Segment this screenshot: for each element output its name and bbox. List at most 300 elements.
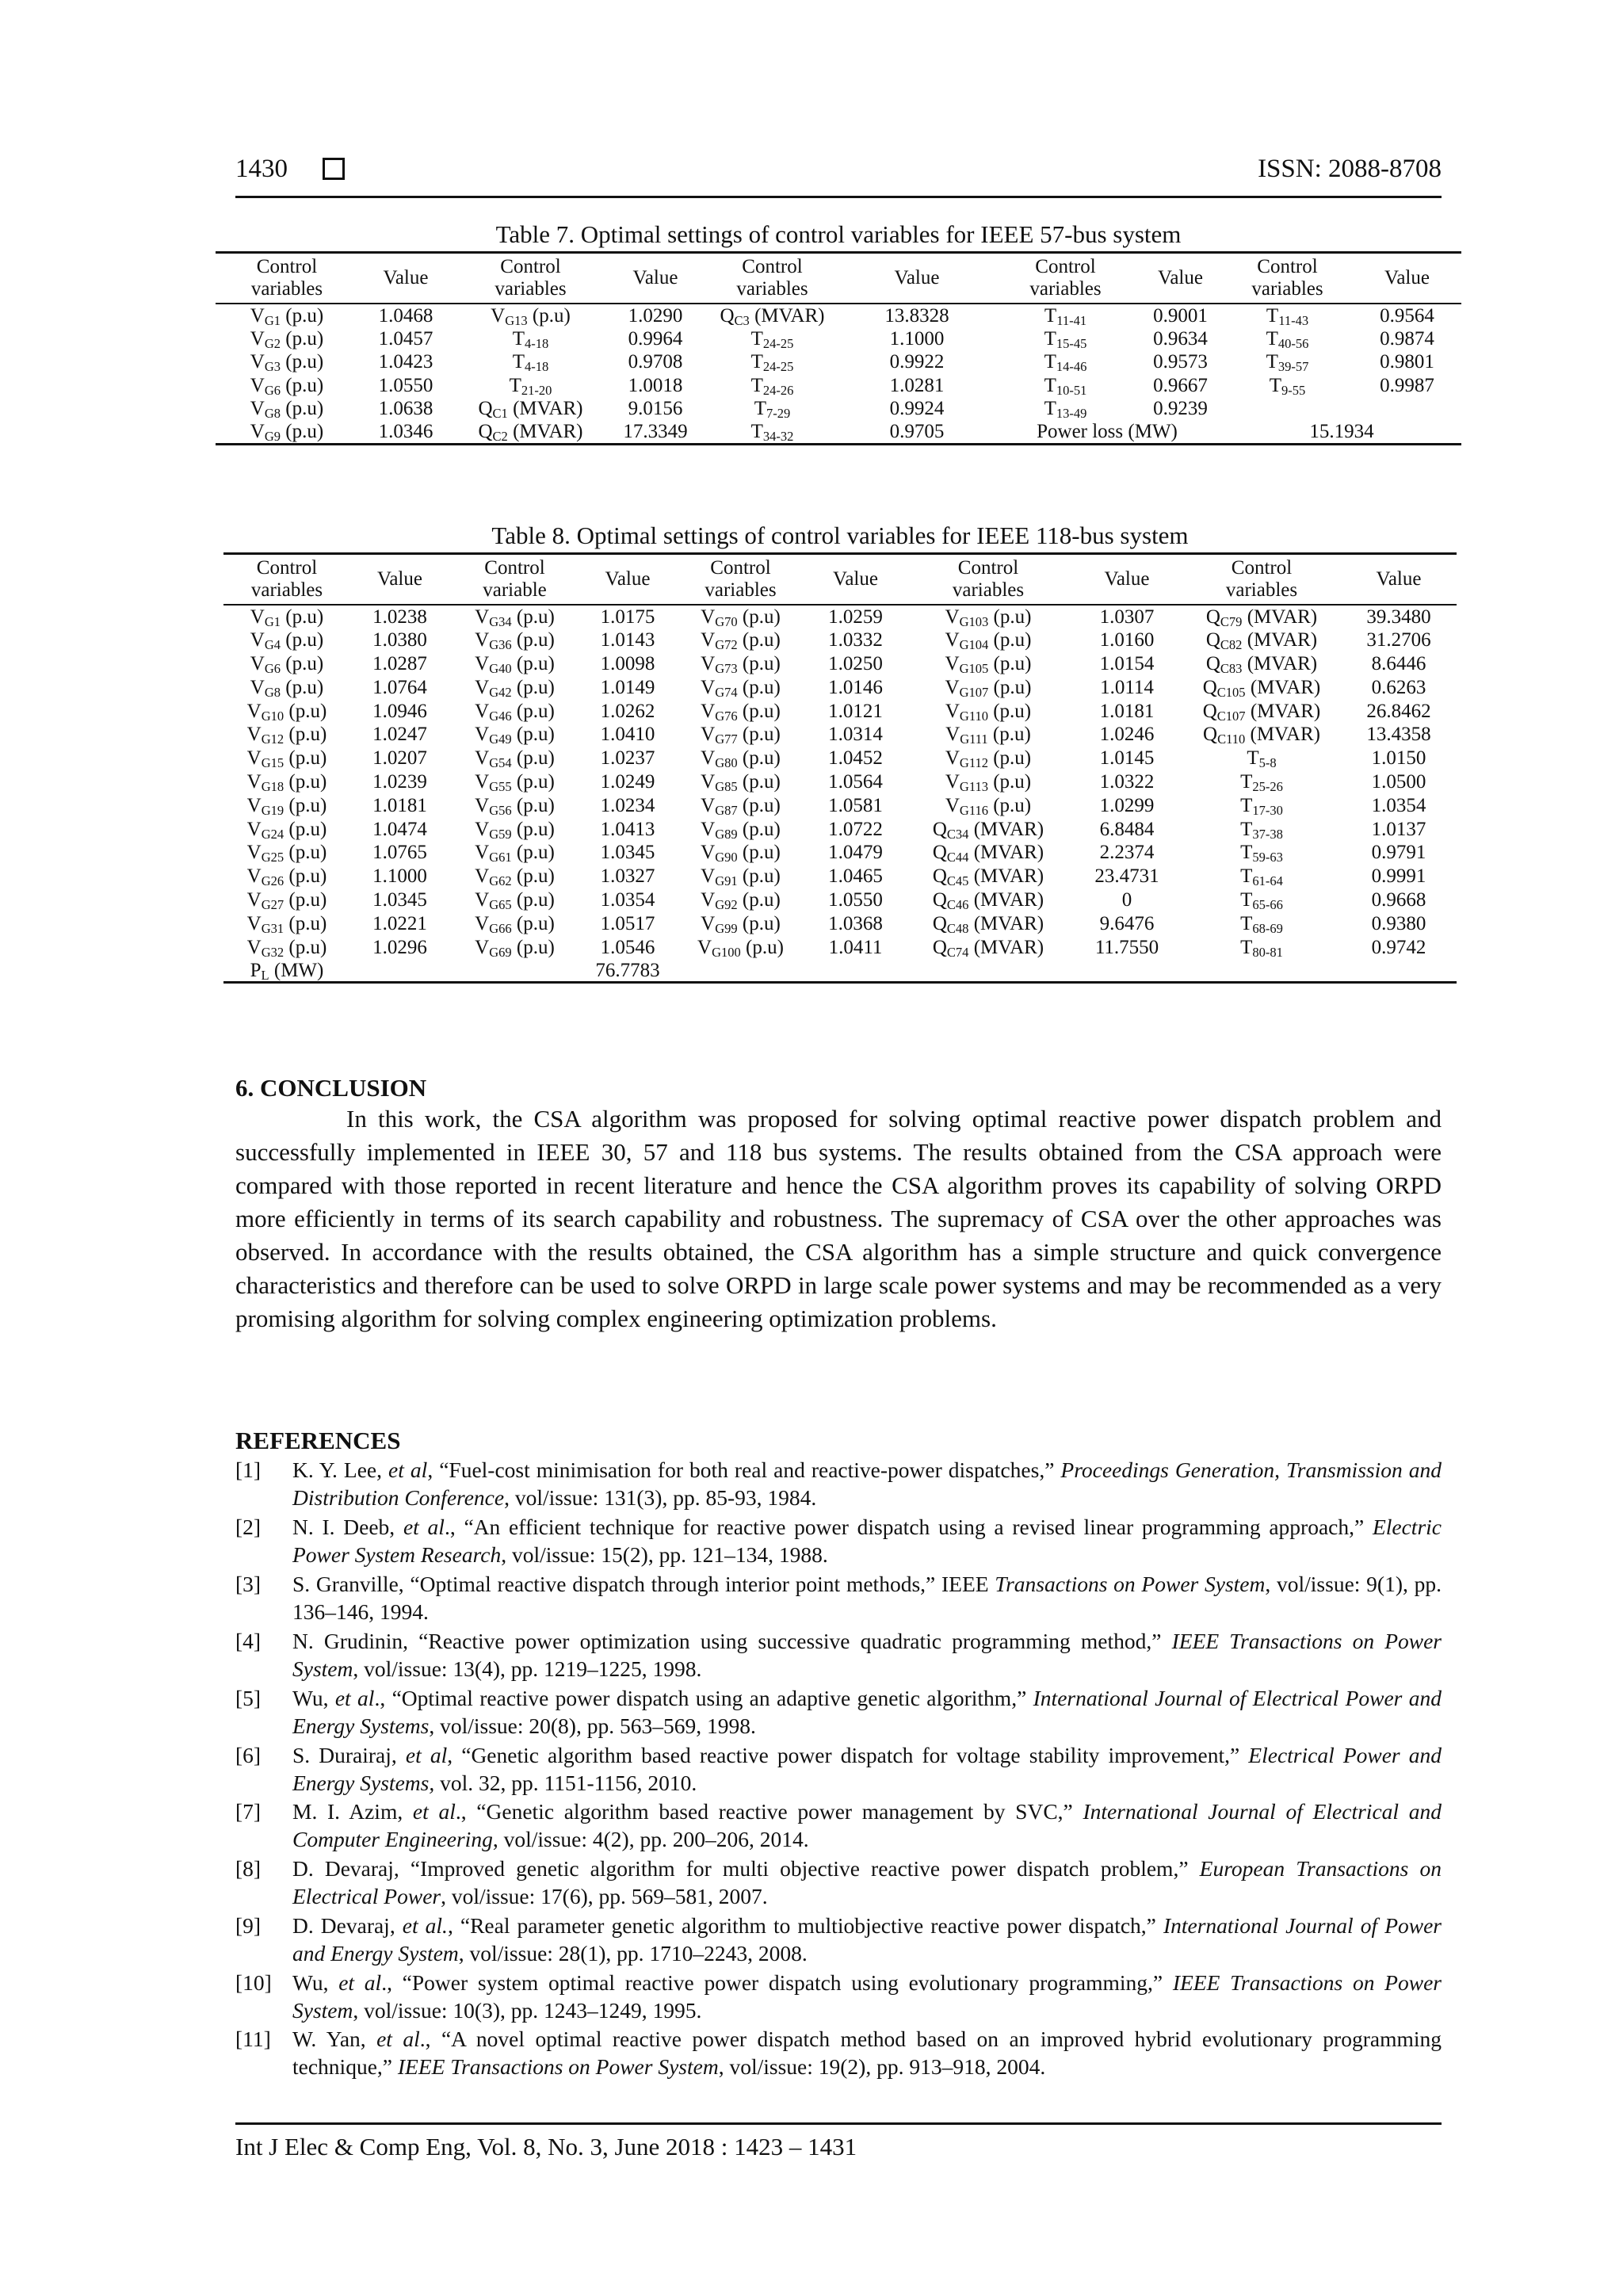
table-header-cell: Value bbox=[806, 554, 905, 606]
table-row bbox=[216, 421, 1461, 445]
table-row bbox=[223, 817, 1457, 841]
reference-number: [11] bbox=[235, 2027, 271, 2051]
table-cell bbox=[449, 959, 580, 983]
table-cell: $V_{G100}$ (p.u) bbox=[697, 936, 784, 960]
table-cell: $Q_{C110}$ (MVAR) bbox=[1203, 724, 1320, 747]
table-cell: $T_{61-64}$ bbox=[1240, 865, 1283, 889]
table-cell: 1.0262 bbox=[600, 700, 655, 722]
reference-item bbox=[235, 1797, 1442, 1853]
table-cell: $V_{G4}$ (p.u) bbox=[250, 629, 324, 653]
table-cell: 17.3349 bbox=[608, 421, 703, 445]
table-cell: 1.0452 bbox=[828, 747, 883, 770]
table-cell: 0.9991 bbox=[1371, 865, 1426, 888]
table-cell: 1.0114 bbox=[1100, 676, 1154, 698]
table-cell: 1.0380 bbox=[372, 629, 427, 651]
reference-item bbox=[235, 1513, 1442, 1568]
table-cell: 1.0345 bbox=[372, 888, 427, 911]
reference-text: D. Devaraj, “Improved genetic algorithm for multi objective reactive power dispatch problem,” European Transactions on Electrical Power, vol/issue: 17(6), pp. 569–581, 2007. bbox=[292, 1856, 1442, 1908]
table8-caption: Table 8. Optimal settings of control variables for IEEE 118-bus system bbox=[491, 521, 1189, 549]
table-cell: $V_{G62}$ (p.u) bbox=[475, 865, 555, 889]
table-cell: 1.0307 bbox=[1099, 606, 1155, 628]
table-cell: 1.1000 bbox=[889, 327, 945, 350]
table-cell: $V_{G92}$ (p.u) bbox=[701, 888, 781, 913]
table-cell: 8.6446 bbox=[1371, 652, 1426, 674]
reference-item bbox=[235, 2025, 1442, 2080]
table-row bbox=[223, 723, 1457, 747]
table-cell: $T_{11-43}$ bbox=[1266, 304, 1309, 328]
table-cell: $V_{G46}$ (p.u) bbox=[475, 700, 555, 724]
table-cell: $V_{G15}$ (p.u) bbox=[246, 747, 327, 771]
table-cell: $Q_{C1}$ (MVAR) bbox=[478, 398, 583, 422]
reference-number: [2] bbox=[235, 1515, 262, 1539]
table-cell: 1.0207 bbox=[372, 747, 427, 770]
table-cell: $V_{G3}$ (p.u) bbox=[250, 351, 324, 375]
table-cell: $T_{9-55}$ bbox=[1269, 374, 1306, 398]
table-cell: 0.6263 bbox=[1371, 676, 1426, 698]
table-cell: $V_{G70}$ (p.u) bbox=[701, 606, 781, 630]
table-cell: $V_{G111}$ (p.u) bbox=[945, 724, 1031, 747]
table-cell: 1.0413 bbox=[600, 818, 655, 840]
table-cell: $T_{11-41}$ bbox=[1044, 304, 1087, 328]
table-cell: 1.0946 bbox=[372, 700, 427, 722]
reference-item bbox=[235, 1855, 1442, 1910]
table-cell: $T_{24-25}$ bbox=[750, 351, 794, 375]
table-cell: 1.0018 bbox=[628, 374, 683, 396]
table-header-cell: Control variables bbox=[703, 253, 842, 304]
table-row bbox=[223, 865, 1457, 888]
table-cell: 0.9742 bbox=[1371, 936, 1426, 958]
table-cell: 13.4358 bbox=[1366, 724, 1431, 746]
table-cell: 1.0465 bbox=[828, 865, 883, 888]
table-cell: $V_{G87}$ (p.u) bbox=[701, 794, 781, 818]
table-cell: 31.2706 bbox=[1366, 629, 1431, 651]
table-cell: 1.0500 bbox=[1371, 770, 1426, 793]
table-cell: $V_{G80}$ (p.u) bbox=[701, 747, 781, 771]
table-row bbox=[216, 350, 1461, 374]
table-cell: $V_{G90}$ (p.u) bbox=[701, 842, 781, 865]
table-cell: $V_{G49}$ (p.u) bbox=[475, 724, 555, 747]
table-cell: 0.9924 bbox=[889, 398, 945, 420]
table-cell: $V_{G36}$ (p.u) bbox=[475, 629, 555, 653]
table-cell: 0.9874 bbox=[1380, 327, 1434, 350]
table-cell: 1.0368 bbox=[828, 912, 883, 934]
table-cell: $V_{G91}$ (p.u) bbox=[701, 865, 781, 889]
table-cell: 0 bbox=[1121, 888, 1132, 911]
table-cell: 0.9922 bbox=[889, 351, 945, 373]
reference-number: [6] bbox=[235, 1743, 262, 1767]
reference-text: N. I. Deeb, et al., “An efficient technique for reactive power dispatch using a revised linear programming approach,” Electric Power System Research, vol/issue: 15(2), pp. 121–134, 1988. bbox=[292, 1515, 1442, 1567]
table8 bbox=[223, 552, 1457, 984]
table-row bbox=[223, 699, 1457, 723]
table-cell: 1.0322 bbox=[1099, 770, 1155, 793]
table-cell: $V_{G42}$ (p.u) bbox=[475, 676, 555, 700]
table-row bbox=[223, 675, 1457, 699]
reference-number: [10] bbox=[235, 1970, 272, 1995]
reference-text: D. Devaraj, et al., “Real parameter genetic algorithm to multiobjective reactive power dispatch,” International Journal of Power and Energy System, vol/issue: 28(1), pp. 1710–2243, 2008. bbox=[292, 1913, 1442, 1966]
reference-text: S. Granville, “Optimal reactive dispatch through interior point methods,” IEEE Transactions on Power System, vol/issue: 9(1), pp. 136–146, 1994. bbox=[292, 1572, 1442, 1624]
table-cell: $T_{14-46}$ bbox=[1044, 351, 1087, 375]
table-cell: 1.0247 bbox=[372, 724, 427, 746]
table-cell: $Q_{C45}$ (MVAR) bbox=[932, 865, 1044, 889]
reference-text: S. Durairaj, et al, “Genetic algorithm based reactive power dispatch for voltage stability improvement,” Electrical Power and Energy Systems, vol. 32, pp. 1151-1156, 2010. bbox=[292, 1743, 1442, 1795]
table-cell: 26.8462 bbox=[1366, 700, 1431, 722]
table-cell: $T_{21-20}$ bbox=[509, 374, 552, 398]
table-row bbox=[223, 747, 1457, 770]
table-cell: Power loss (MW) bbox=[992, 421, 1222, 445]
table-cell: $V_{G6}$ (p.u) bbox=[250, 374, 324, 398]
table-cell: $V_{G76}$ (p.u) bbox=[701, 700, 781, 724]
table-cell: $V_{G25}$ (p.u) bbox=[246, 842, 327, 865]
table-cell: $T_{59-63}$ bbox=[1240, 842, 1283, 865]
table-cell: $Q_{C46}$ (MVAR) bbox=[932, 888, 1044, 913]
table-cell: $V_{G56}$ (p.u) bbox=[475, 794, 555, 818]
table-cell: 1.0722 bbox=[828, 818, 883, 840]
table-cell: $V_{G1}$ (p.u) bbox=[250, 304, 324, 328]
table-cell: $T_{4-18}$ bbox=[512, 327, 549, 351]
table-cell: $Q_{C74}$ (MVAR) bbox=[932, 936, 1044, 960]
table-cell: 0.9634 bbox=[1153, 327, 1208, 350]
reference-text: M. I. Azim, et al., “Genetic algorithm based reactive power management by SVC,” International Journal of Electrical and Computer Engineering, vol/issue: 4(2), pp. 200–206, 2014. bbox=[292, 1799, 1442, 1851]
table-cell bbox=[1071, 959, 1182, 983]
table-header-cell: Value bbox=[580, 554, 675, 606]
table-header-cell: Value bbox=[842, 253, 992, 304]
table-cell: $T_{4-18}$ bbox=[512, 351, 549, 375]
footer-citation: Int J Elec & Comp Eng, Vol. 8, No. 3, June 2018 : 1423 – 1431 bbox=[235, 2133, 857, 2160]
table-cell: 1.0564 bbox=[828, 770, 883, 793]
table-header-cell: Value bbox=[1353, 253, 1461, 304]
issn: ISSN: 2088-8708 bbox=[1258, 155, 1442, 183]
table-cell: 1.0143 bbox=[600, 629, 655, 651]
table-cell: $V_{G34}$ (p.u) bbox=[475, 606, 555, 630]
table-cell: $T_{5-8}$ bbox=[1247, 747, 1277, 771]
table-cell: $V_{G104}$ (p.u) bbox=[945, 629, 1032, 653]
table-cell: 1.0550 bbox=[378, 374, 433, 396]
table-cell: 1.0121 bbox=[828, 700, 883, 722]
table-row bbox=[223, 652, 1457, 676]
table-row bbox=[223, 911, 1457, 935]
table-header-cell: Control variables bbox=[1222, 253, 1353, 304]
square-icon bbox=[323, 158, 345, 180]
table-cell bbox=[806, 959, 905, 983]
reference-item bbox=[235, 1627, 1442, 1683]
references-heading: REFERENCES bbox=[235, 1427, 401, 1454]
table-cell: 1.0299 bbox=[1099, 794, 1155, 816]
table-header-cell: Control variable bbox=[449, 554, 580, 606]
table-cell: 23.4731 bbox=[1094, 865, 1159, 888]
table-row bbox=[223, 888, 1457, 912]
table-cell: $V_{G113}$ (p.u) bbox=[945, 770, 1032, 795]
table-cell: $V_{G6}$ (p.u) bbox=[250, 652, 324, 677]
table-cell: 1.0234 bbox=[600, 794, 655, 816]
table-cell: $T_{10-51}$ bbox=[1044, 374, 1087, 398]
table-cell: $V_{G24}$ (p.u) bbox=[246, 818, 327, 842]
table-cell: $V_{G89}$ (p.u) bbox=[701, 818, 781, 842]
table-cell bbox=[1341, 959, 1457, 983]
table-cell: 0.9380 bbox=[1371, 912, 1426, 934]
reference-number: [3] bbox=[235, 1572, 262, 1596]
table-cell: 76.7783 bbox=[580, 959, 675, 983]
table-cell: 0.9705 bbox=[842, 421, 992, 445]
table-cell: $T_{7-29}$ bbox=[754, 398, 791, 422]
table-cell: $T_{24-26}$ bbox=[750, 374, 794, 398]
table-cell: 1.0149 bbox=[600, 676, 655, 698]
table-cell: 1.0239 bbox=[372, 770, 427, 793]
table-row bbox=[223, 770, 1457, 794]
table-cell: 11.7550 bbox=[1094, 936, 1159, 958]
page-number: 1430 bbox=[235, 155, 288, 183]
table-header-cell: Control variables bbox=[1182, 554, 1341, 606]
table-cell: 1.0332 bbox=[828, 629, 883, 651]
table-cell: $V_{G73}$ (p.u) bbox=[701, 652, 781, 677]
table-row bbox=[216, 327, 1461, 351]
table-cell: $V_{G61}$ (p.u) bbox=[475, 842, 555, 865]
table-cell: 1.0468 bbox=[378, 304, 433, 327]
reference-text: W. Yan, et al., “A novel optimal reactive power dispatch method based on an improved hybrid evolutionary programming technique,” IEEE Transactions on Power System, vol/issue: 19(2), pp. 913–918, 2004. bbox=[292, 2027, 1442, 2079]
table-cell: 1.0246 bbox=[1099, 724, 1155, 746]
table-cell: $V_{G110}$ (p.u) bbox=[945, 700, 1032, 724]
table-cell: $Q_{C107}$ (MVAR) bbox=[1202, 700, 1321, 724]
table-cell: 1.0146 bbox=[828, 676, 883, 698]
table-cell: $P_L$ (MW) bbox=[223, 959, 350, 983]
table-cell: 1.0181 bbox=[372, 794, 427, 816]
table-cell: 1.0410 bbox=[600, 724, 655, 746]
table-cell bbox=[675, 959, 806, 983]
table-cell: 9.6476 bbox=[1099, 912, 1155, 934]
table-cell: $V_{G2}$ (p.u) bbox=[250, 327, 324, 351]
table-cell: $V_{G112}$ (p.u) bbox=[945, 747, 1032, 771]
table-cell: 1.0550 bbox=[828, 888, 883, 911]
table-cell: 1.0287 bbox=[372, 652, 427, 674]
table-cell: $V_{G65}$ (p.u) bbox=[475, 888, 555, 913]
table-cell: $Q_{C2}$ (MVAR) bbox=[453, 421, 608, 445]
table-cell: $T_{17-30}$ bbox=[1240, 794, 1283, 818]
table-cell: 1.0354 bbox=[600, 888, 655, 911]
table-cell: 1.0457 bbox=[378, 327, 433, 350]
table-cell: 1.0249 bbox=[600, 770, 655, 793]
table-cell: 1.0474 bbox=[372, 818, 427, 840]
table-header-cell: Value bbox=[1139, 253, 1222, 304]
table-cell: 1.0638 bbox=[378, 398, 433, 420]
table-cell: 1.0423 bbox=[378, 351, 433, 373]
table-cell: 1.0354 bbox=[1371, 794, 1426, 816]
reference-item bbox=[235, 1570, 1442, 1626]
table-header-cell: Control variables bbox=[905, 554, 1071, 606]
table-row bbox=[223, 935, 1457, 959]
page-header bbox=[235, 155, 1442, 198]
table-cell: 1.0281 bbox=[889, 374, 945, 396]
table-header-cell: Value bbox=[358, 253, 453, 304]
table-cell: $V_{G105}$ (p.u) bbox=[945, 652, 1032, 677]
table-cell: $V_{G107}$ (p.u) bbox=[945, 676, 1032, 700]
table-cell: 0.9708 bbox=[628, 351, 683, 373]
table-cell: 1.0145 bbox=[1099, 747, 1155, 770]
table-cell: $T_{24-25}$ bbox=[750, 327, 794, 351]
table-cell: $V_{G32}$ (p.u) bbox=[246, 936, 327, 960]
table-cell: 0.9987 bbox=[1380, 374, 1434, 396]
table-cell bbox=[1222, 397, 1353, 421]
table-cell: $V_{G55}$ (p.u) bbox=[475, 770, 555, 795]
table-header-cell: Control variables bbox=[216, 253, 358, 304]
table-cell: 1.0175 bbox=[600, 606, 655, 628]
table-cell: 1.0327 bbox=[600, 865, 655, 888]
table-cell: 1.0259 bbox=[828, 606, 883, 628]
reference-item bbox=[235, 1741, 1442, 1797]
reference-text: K. Y. Lee, et al, “Fuel-cost minimisation for both real and reactive-power dispatches,” Proceedings Generation, Transmission and Distribution Conference, vol/issue: 131(3), pp. 85-93, 1984. bbox=[292, 1457, 1442, 1510]
table-cell: 0.9668 bbox=[1371, 888, 1426, 911]
table-cell: 1.0479 bbox=[828, 842, 883, 864]
table-cell: 9.0156 bbox=[628, 398, 683, 420]
table-cell: 0.9964 bbox=[628, 327, 683, 350]
table-cell: $V_{G1}$ (p.u) bbox=[250, 606, 324, 630]
table-cell: $V_{G12}$ (p.u) bbox=[246, 724, 327, 747]
table-cell: 1.0546 bbox=[600, 936, 655, 958]
table-cell: 1.0221 bbox=[372, 912, 427, 934]
table-cell: 1.0237 bbox=[600, 747, 655, 770]
table-cell: $V_{G9}$ (p.u) bbox=[216, 421, 358, 445]
table-row bbox=[223, 628, 1457, 652]
table-cell: 1.0517 bbox=[600, 912, 655, 934]
table-cell: 0.9564 bbox=[1380, 304, 1434, 327]
table-cell: $Q_{C34}$ (MVAR) bbox=[932, 818, 1044, 842]
table-cell: $Q_{C79}$ (MVAR) bbox=[1205, 606, 1318, 630]
table-cell: 1.0150 bbox=[1371, 747, 1426, 770]
table-row bbox=[216, 374, 1461, 398]
table-cell: $Q_{C82}$ (MVAR) bbox=[1205, 629, 1318, 653]
table-cell: $V_{G31}$ (p.u) bbox=[246, 912, 327, 936]
table-header-cell: Control variables bbox=[453, 253, 608, 304]
conclusion-paragraph: In this work, the CSA algorithm was proposed for solving optimal reactive power dispatch problem and successfully implemented in IEEE 30, 57 and 118 bus systems. The results obtained from the CSA approach were compared with those reported in recent literature and hence the CSA algorithm proves its capability of solving ORPD more efficiently in terms of its search capability and robustness. The supremacy of CSA over the other approaches was observed. In accordance with the results obtained, the CSA algorithm has a simple structure and quick convergence characteristics and therefore can be used to solve ORPD in large scale power systems and may be recommended as a very promising algorithm for solving complex engineering optimization problems. bbox=[235, 1105, 1442, 1332]
table-cell: 0.9791 bbox=[1371, 842, 1426, 864]
table-cell bbox=[905, 959, 1071, 983]
table-cell: 1.0154 bbox=[1099, 652, 1155, 674]
reference-item bbox=[235, 1912, 1442, 1967]
table-cell: 1.0345 bbox=[600, 842, 655, 864]
reference-number: [7] bbox=[235, 1799, 262, 1824]
table-cell: $V_{G19}$ (p.u) bbox=[246, 794, 327, 818]
reference-number: [4] bbox=[235, 1629, 262, 1653]
table-cell: $V_{G72}$ (p.u) bbox=[701, 629, 781, 653]
table-cell: 1.0346 bbox=[358, 421, 453, 445]
conclusion-heading: 6. CONCLUSION bbox=[235, 1074, 427, 1102]
table-cell: $V_{G54}$ (p.u) bbox=[475, 747, 555, 771]
table-cell: 1.0181 bbox=[1099, 700, 1155, 722]
table-cell: $Q_{C44}$ (MVAR) bbox=[932, 842, 1044, 865]
table-cell: 1.0581 bbox=[828, 794, 883, 816]
table-header-cell: Value bbox=[1341, 554, 1457, 606]
reference-item bbox=[235, 1684, 1442, 1740]
reference-number: [9] bbox=[235, 1913, 262, 1938]
table-cell: 1.0098 bbox=[600, 652, 655, 674]
table-header-cell: Value bbox=[1071, 554, 1182, 606]
table-cell: 1.0314 bbox=[828, 724, 883, 746]
table-cell: $V_{G85}$ (p.u) bbox=[701, 770, 781, 795]
table-cell: $T_{68-69}$ bbox=[1240, 912, 1283, 936]
table-cell: $Q_{C105}$ (MVAR) bbox=[1202, 676, 1321, 700]
table-row bbox=[223, 793, 1457, 817]
table-cell: 1.0160 bbox=[1099, 629, 1155, 651]
table-cell: $V_{G10}$ (p.u) bbox=[246, 700, 327, 724]
table-cell: 39.3480 bbox=[1366, 606, 1431, 628]
table-cell: $V_{G18}$ (p.u) bbox=[246, 770, 327, 795]
table-row bbox=[223, 841, 1457, 865]
table-cell: 1.0137 bbox=[1371, 818, 1426, 840]
table-cell: 1.0764 bbox=[372, 676, 427, 698]
reference-item bbox=[235, 1969, 1442, 2024]
table-cell: $V_{G26}$ (p.u) bbox=[246, 865, 327, 889]
table7-caption: Table 7. Optimal settings of control variables for IEEE 57-bus system bbox=[495, 220, 1182, 248]
table-cell: $V_{G66}$ (p.u) bbox=[475, 912, 555, 936]
table-cell: 1.0238 bbox=[372, 606, 427, 628]
table-cell: 1.1000 bbox=[372, 865, 427, 888]
table-cell: $T_{65-66}$ bbox=[1240, 888, 1283, 913]
table-cell bbox=[1353, 397, 1461, 421]
table-header-cell: Value bbox=[608, 253, 703, 304]
table-cell: $V_{G77}$ (p.u) bbox=[701, 724, 781, 747]
table-cell: 6.8484 bbox=[1099, 818, 1155, 840]
table-cell: $V_{G69}$ (p.u) bbox=[475, 936, 555, 960]
table-cell: $T_{25-26}$ bbox=[1240, 770, 1283, 795]
reference-text: Wu, et al., “Optimal reactive power dispatch using an adaptive genetic algorithm,” International Journal of Electrical Power and Energy Systems, vol/issue: 20(8), pp. 563–569, 1998. bbox=[292, 1686, 1442, 1738]
table-cell: 1.0765 bbox=[372, 842, 427, 864]
table-cell: $V_{G116}$ (p.u) bbox=[945, 794, 1032, 818]
reference-number: [5] bbox=[235, 1686, 262, 1710]
table-cell: $V_{G8}$ (p.u) bbox=[250, 398, 324, 422]
table-cell: $Q_{C3}$ (MVAR) bbox=[720, 304, 825, 328]
table-cell: 15.1934 bbox=[1222, 421, 1461, 445]
table-header-cell: Control variables bbox=[992, 253, 1139, 304]
reference-number: [8] bbox=[235, 1856, 262, 1881]
table-cell: 1.0296 bbox=[372, 936, 427, 958]
reference-number: [1] bbox=[235, 1457, 262, 1482]
table-cell: 1.0250 bbox=[828, 652, 883, 674]
table-cell: $V_{G74}$ (p.u) bbox=[701, 676, 781, 700]
table-cell: $T_{39-57}$ bbox=[1266, 351, 1309, 375]
table-cell: 0.9239 bbox=[1153, 398, 1208, 420]
reference-item bbox=[235, 1456, 1442, 1511]
table-row bbox=[216, 304, 1461, 327]
table-cell: $T_{80-81}$ bbox=[1240, 936, 1283, 960]
table-cell: $V_{G99}$ (p.u) bbox=[701, 912, 781, 936]
table-cell: 0.9573 bbox=[1153, 351, 1208, 373]
table-cell: $V_{G8}$ (p.u) bbox=[250, 676, 324, 700]
table-cell: 1.0411 bbox=[828, 936, 883, 958]
page-footer bbox=[235, 2122, 1442, 2161]
table-cell: $V_{G13}$ (p.u) bbox=[491, 304, 571, 328]
table-cell: $Q_{C48}$ (MVAR) bbox=[932, 912, 1044, 936]
table-cell: $V_{G103}$ (p.u) bbox=[945, 606, 1032, 630]
table-row bbox=[223, 605, 1457, 628]
table-cell bbox=[1182, 959, 1341, 983]
table-cell: $T_{34-32}$ bbox=[703, 421, 842, 445]
table-cell: 13.8328 bbox=[884, 304, 949, 327]
table-cell: 1.0290 bbox=[628, 304, 683, 327]
table-header-cell: Control variables bbox=[675, 554, 806, 606]
table-header-cell: Control variables bbox=[223, 554, 350, 606]
table-cell: $V_{G59}$ (p.u) bbox=[475, 818, 555, 842]
table-cell: $V_{G40}$ (p.u) bbox=[475, 652, 555, 677]
table-cell: $Q_{C83}$ (MVAR) bbox=[1205, 652, 1318, 677]
table-cell: 0.9801 bbox=[1380, 351, 1434, 373]
reference-text: Wu, et al., “Power system optimal reactive power dispatch using evolutionary programming,” IEEE Transactions on Power System, vol/issue: 10(3), pp. 1243–1249, 1995. bbox=[292, 1970, 1442, 2023]
table-cell: $T_{40-56}$ bbox=[1266, 327, 1309, 351]
table7 bbox=[216, 251, 1461, 445]
table-cell bbox=[350, 959, 449, 983]
table-cell: $V_{G27}$ (p.u) bbox=[246, 888, 327, 913]
table-cell: 2.2374 bbox=[1099, 842, 1155, 864]
table-cell: $T_{15-45}$ bbox=[1044, 327, 1087, 351]
table-header-cell: Value bbox=[350, 554, 449, 606]
table-row bbox=[223, 959, 1457, 983]
